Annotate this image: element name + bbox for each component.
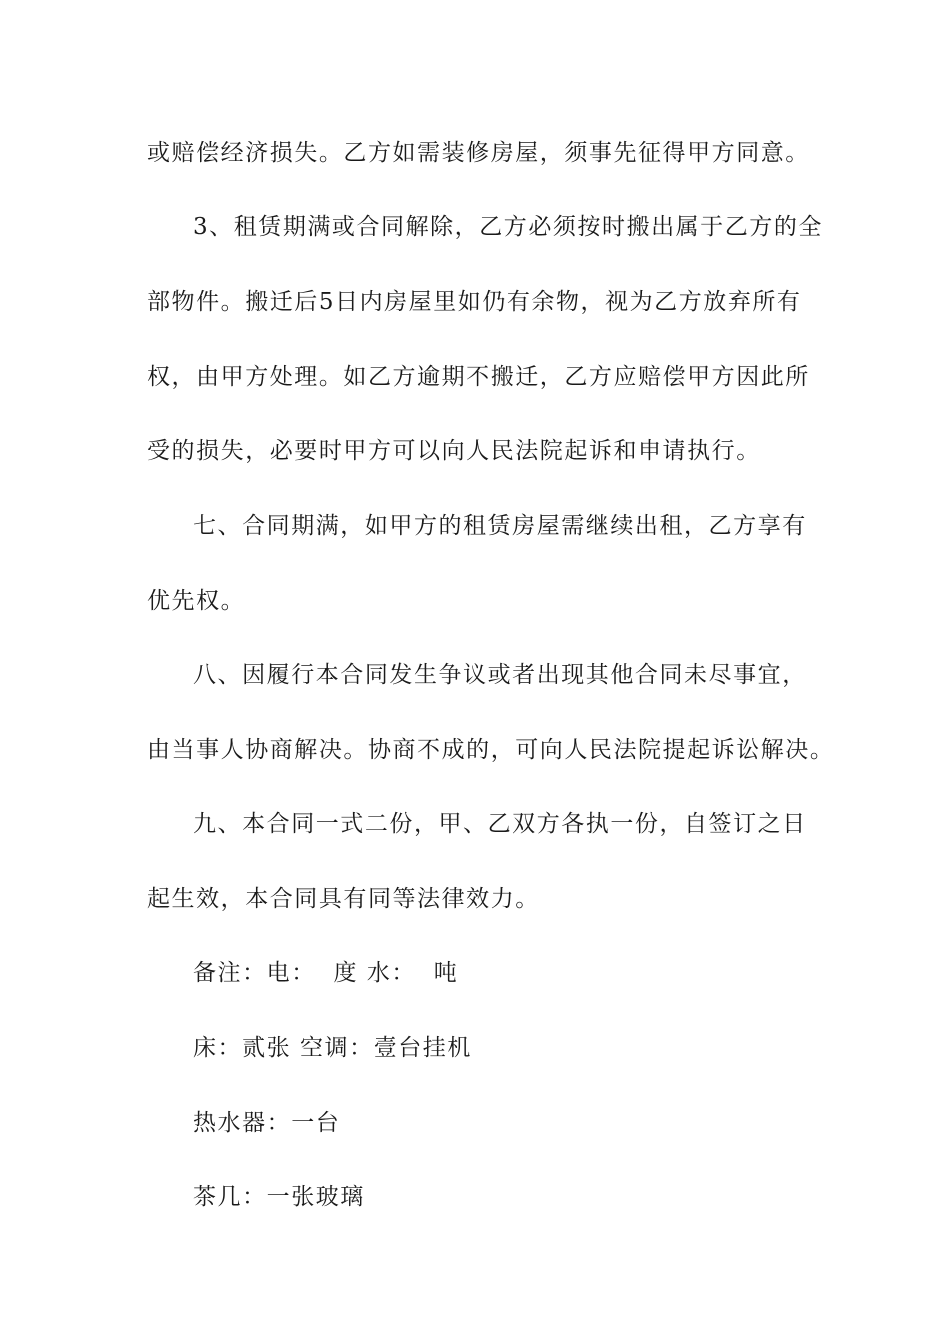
note-line: 备注：电： 度 水： 吨	[193, 960, 459, 986]
paragraph-line: 受的损失，必要时甲方可以向人民法院起诉和申请执行。	[147, 438, 761, 464]
paragraph-line: 部物件。搬迁后5日内房屋里如仍有余物，视为乙方放弃所有	[147, 289, 802, 315]
paragraph-line: 起生效，本合同具有同等法律效力。	[147, 886, 540, 912]
paragraph-line: 权，由甲方处理。如乙方逾期不搬迁，乙方应赔偿甲方因此所	[147, 364, 810, 390]
paragraph-line: 或赔偿经济损失。乙方如需装修房屋，须事先征得甲方同意。	[147, 140, 810, 166]
paragraph-line: 优先权。	[147, 588, 246, 614]
note-line: 床：贰张 空调：壹台挂机	[193, 1035, 472, 1061]
paragraph-line: 由当事人协商解决。协商不成的，可向人民法院提起诉讼解决。	[147, 737, 835, 763]
paragraph-line: 3、租赁期满或合同解除，乙方必须按时搬出属于乙方的全	[193, 214, 823, 240]
paragraph-line: 七、合同期满，如甲方的租赁房屋需继续出租，乙方享有	[193, 513, 807, 539]
paragraph-line: 九、本合同一式二份，甲、乙双方各执一份，自签订之日	[193, 811, 807, 837]
note-line: 茶几：一张玻璃	[193, 1184, 365, 1210]
note-line: 热水器：一台	[193, 1110, 341, 1136]
paragraph-line: 八、因履行本合同发生争议或者出现其他合同未尽事宜，	[193, 662, 807, 688]
